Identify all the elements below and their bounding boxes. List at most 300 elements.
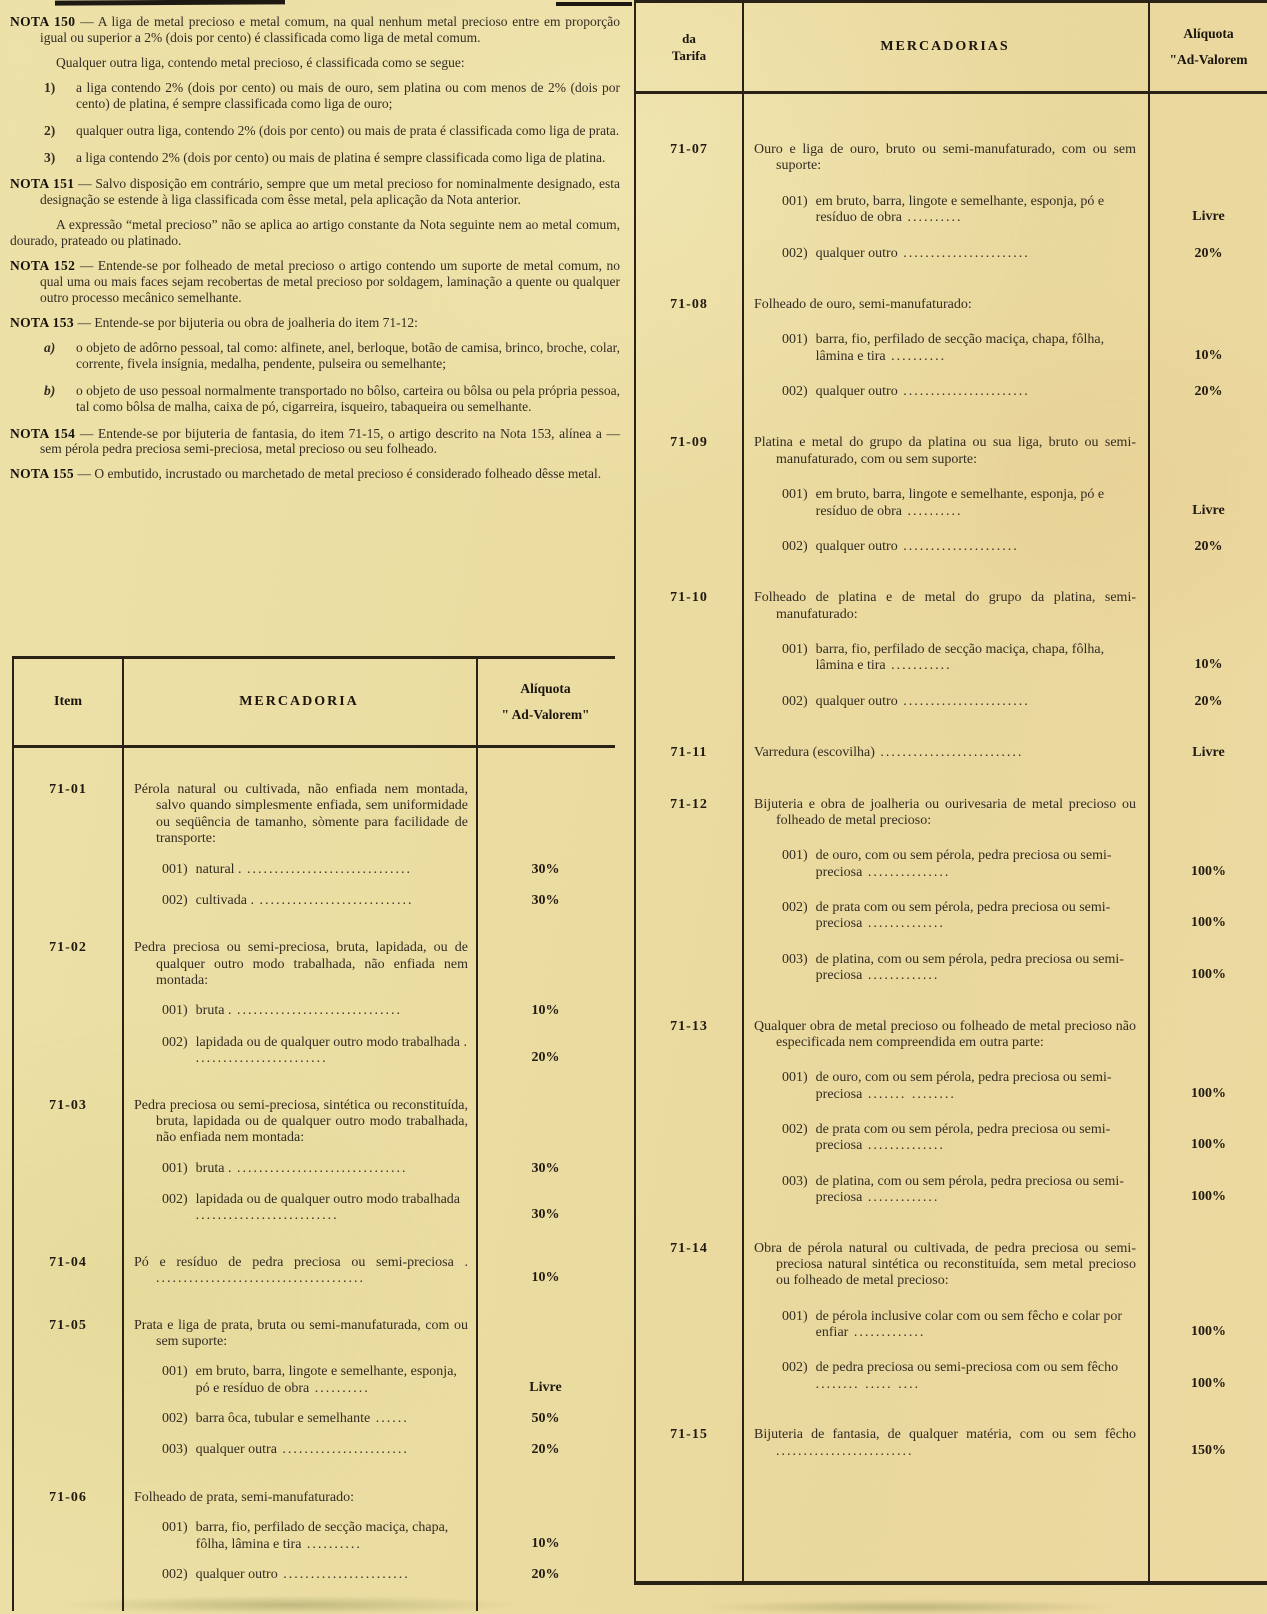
note-list-item [44,123,620,139]
item-code-cell [636,263,742,313]
description-cell [742,175,1148,227]
rate-cell [1148,227,1267,263]
sub-code: 001) [782,848,808,864]
rate-cell [476,1178,615,1225]
sub-text: cultivada . [195,892,254,908]
sub-code: 001) [782,1308,808,1324]
table-subrow [14,1553,615,1584]
list-item-text: o objeto de uso pessoal normalmente transportado no bôlso, carteira ou bôlsa ou pela própria pessoa, tal como bôlsa de malha, caixa de pó, cigarreira, isqueiro, tabaqueira ou semelhante. [76,382,620,414]
rate-cell [1148,1155,1267,1207]
rate-cell [1148,985,1267,1052]
item-code-cell [14,879,122,910]
item-code-cell [14,1225,122,1288]
dot-leader: ............................... [231,1160,408,1176]
rate-cell [476,1068,615,1147]
rate-value: Livre [1192,502,1225,518]
description-text: Pedra preciosa ou semi-preciosa, sintética ou reconstituída, bruta, lapidada ou de qualquer outro modo trabalhada, não enfiada nem montada: [134,1097,468,1146]
item-code-cell [14,1553,122,1584]
item-code: 71-10 [670,590,708,606]
description-text: Folheado de prata, semi-manufaturado: [134,1489,355,1505]
dot-leader: ............................ [253,892,414,908]
table-row [636,763,1267,830]
right-table-body [636,94,1267,1460]
rate-value: 30% [531,861,560,877]
dot-leader: ....................... [897,384,1030,399]
dot-leader: ....... ........ [862,1086,956,1102]
description-cell [122,1178,476,1225]
rate-cell [476,1506,615,1553]
sub-text: bruta . [195,1003,232,1019]
item-code-cell [636,1155,742,1207]
sub-text: de ouro, com ou sem pérola, pedra preciosa ou semi-preciosa [815,848,1112,880]
item-code-cell [636,365,742,401]
dot-leader: ....................... [897,245,1030,261]
rate-cell [476,1350,615,1397]
table-subrow [636,175,1267,227]
description-cell [742,933,1148,985]
list-marker: 1) [44,79,56,95]
rate-cell [1148,1207,1267,1290]
sub-text: de pedra preciosa ou semi-preciosa com ou sem fêcho [815,1360,1119,1376]
rate-cell [1148,1051,1267,1103]
description-cell [122,1288,476,1351]
dot-leader: ...................................... [156,1271,365,1287]
dot-leader: ............. [848,1325,926,1340]
rate-value: 20% [1194,693,1223,709]
item-code-cell [636,1393,742,1460]
description-cell [122,879,476,910]
table-row [14,1068,615,1147]
description-cell [742,365,1148,401]
left-table-header [14,656,615,748]
table-row [14,1288,615,1351]
item-code: 71-05 [49,1317,87,1333]
item-code: 71-12 [670,796,708,812]
table-subrow [636,227,1267,263]
sub-text: qualquer outro [815,245,898,261]
sub-text: lapidada ou de qualquer outro modo trabalhada . [195,1034,468,1050]
rate-cell [476,1288,615,1351]
sub-code: 003) [782,951,808,967]
rate-value: 20% [1194,384,1223,399]
table-subrow [636,623,1267,675]
dot-leader: ......................... [776,1443,914,1459]
paragraph-text: Qualquer outra liga, contendo metal precioso, é classificada como se segue: [56,54,465,70]
description-text: Platina e metal do grupo da platina ou sua liga, bruto ou semi-manufaturado, com ou sem suporte: [754,435,1136,467]
item-code-cell [14,910,122,989]
header-mercadoria [122,659,476,745]
header-item-tarifa [636,3,742,91]
dot-leader: .......................... [874,745,1024,761]
table-subrow [636,468,1267,520]
sub-code: 001) [162,1003,188,1019]
description-text: Pérola natural ou cultivada, não enfiada nem montada, salvo quando simplesmente enfiada, sem uniformidade ou seqüência de tamanho, sòmente para facilidade de transporte: [134,782,468,847]
sub-code: 003) [782,1173,808,1189]
sub-code: 002) [782,1122,808,1137]
rate-cell [476,1021,615,1068]
note-list-item [44,150,620,166]
note-block [10,258,620,306]
description-cell [742,520,1148,556]
sub-text: de platina, com ou sem pérola, pedra preciosa ou semi-preciosa [815,1173,1124,1206]
item-code-cell [636,985,742,1052]
description-cell [122,1506,476,1553]
rate-cell [1148,933,1267,985]
item-code-cell [14,1178,122,1225]
table-row [636,1393,1267,1460]
item-code-cell [14,848,122,879]
description-cell [742,468,1148,520]
list-item-text: o objeto de adôrno pessoal, tal como: alfinete, anel, berloque, botão de camisa, brinco, broche, colar, corrente, fivela insígnia, medalha, pendente, pulseira ou semelhante; [76,339,620,371]
header-aliquota [1148,3,1267,91]
dot-leader: ....................... [897,693,1030,709]
description-cell [742,1393,1148,1460]
rate-value: 20% [1194,245,1223,261]
dot-leader: ............... [862,864,951,880]
item-code-cell [636,829,742,881]
item-code-cell [636,763,742,830]
description-cell [122,1021,476,1068]
rate-value: 20% [531,1566,560,1582]
table-subrow [14,848,615,879]
item-code-cell [636,227,742,263]
description-cell [742,1290,1148,1342]
table-subrow [636,675,1267,711]
rate-cell [476,1428,615,1459]
description-cell [742,1051,1148,1103]
table-subrow [14,1021,615,1068]
description-cell [122,1147,476,1178]
dot-leader: ..................... [897,538,1019,554]
item-code-cell [14,748,122,848]
item-code-cell [636,711,742,762]
table-subrow [14,879,615,910]
item-code: 71-15 [670,1427,708,1443]
item-code-cell [636,175,742,227]
sub-text: de pérola inclusive colar com ou sem fêcho e colar por enfiar [815,1308,1122,1340]
note-text: — Entende-se por bijuteria ou obra de joalheria do item 71-12: [77,314,418,330]
rate-cell [476,748,615,848]
item-code: 71-09 [670,435,708,451]
note-block [10,426,620,458]
rate-value: 50% [531,1411,560,1426]
rate-value: 100% [1191,1324,1226,1339]
note-label: NOTA 150 [10,14,76,29]
scan-artifact [55,0,285,6]
item-code-cell [14,1021,122,1068]
description-cell [122,1225,476,1288]
sub-code: 001) [162,1520,188,1536]
item-code-cell [636,933,742,985]
description-cell [742,829,1148,881]
header-aliquota [476,659,615,745]
table-subrow [636,365,1267,401]
paragraph-text: A expressão “metal precioso” não se aplica ao artigo constante da Nota seguinte nem ao metal comum, dourado, prateado ou platinado. [10,217,620,249]
item-code-cell [14,1506,122,1553]
note-label: NOTA 152 [10,258,76,274]
table-row [636,711,1267,762]
dot-leader: .......... [901,210,963,226]
rate-cell [1148,401,1267,468]
sub-text: em bruto, barra, lingote e semelhante, esponja, pó e resíduo de obra [815,193,1105,226]
sub-code: 002) [782,693,808,709]
item-code-cell [636,1290,742,1342]
item-code-cell [636,401,742,468]
dot-leader: .......... [301,1536,362,1552]
sub-code: 001) [782,642,808,657]
table-subrow [14,1506,615,1553]
sub-code: 001) [782,487,808,503]
note-label: NOTA 151 [10,176,75,192]
note-list-item [44,80,620,112]
dot-leader: .............. [862,1138,945,1154]
description-cell [122,1428,476,1459]
description-cell [742,1155,1148,1207]
rate-value: 100% [1191,863,1226,879]
item-code-cell [14,1428,122,1459]
sub-text: de ouro, com ou sem pérola, pedra preciosa ou semi-preciosa [815,1070,1112,1102]
rate-cell [1148,711,1267,762]
item-code-cell [636,1207,742,1290]
dot-leader: ....................... [277,1566,410,1582]
note-paragraph [10,55,620,71]
table-subrow [636,313,1267,365]
rate-value: 10% [531,1003,560,1019]
note-list-item [44,340,620,372]
left-table-body [14,748,615,1584]
sub-text: barra, fio, perfilado de secção maciça, chapa, fôlha, lâmina e tira [195,1520,449,1552]
rate-cell [1148,520,1267,556]
sub-text: em bruto, barra, lingote e semelhante, esponja, pó e resíduo de obra [815,487,1105,519]
item-code-cell [636,313,742,365]
item-code: 71-14 [670,1240,708,1256]
description-text: Obra de pérola natural ou cultivada, de pedra preciosa ou semi-preciosa natural sintética ou reconstituída, sem metal precioso ou folheado de metal precioso: [754,1240,1136,1289]
description-cell [742,1207,1148,1290]
sub-code: 001) [162,1160,188,1176]
table-row [14,910,615,989]
rate-value: 150% [1191,1442,1226,1458]
item-code-cell [14,1147,122,1178]
table-row [14,748,615,848]
description-cell [742,711,1148,762]
item-code-cell [636,468,742,520]
description-text: Folheado de platina e de metal do grupo da platina, semi-manufaturado: [754,590,1136,622]
rate-value: 100% [1191,1137,1226,1153]
table-row [636,94,1267,175]
description-cell [742,763,1148,830]
table-subrow [636,1155,1267,1207]
rate-cell [1148,94,1267,175]
sub-text: qualquer outro [195,1566,278,1582]
list-item-text: a liga contendo 2% (dois por cento) ou mais de ouro, sem platina ou com menos de 2% (dois por cento) de platina, é sempre classificada como liga de ouro; [76,79,620,111]
header-item [14,659,122,745]
description-text: Folheado de ouro, semi-manufaturado: [754,296,972,312]
description-cell [122,848,476,879]
rate-cell [1148,313,1267,365]
rate-cell [476,1225,615,1288]
item-code: 71-13 [670,1018,708,1034]
dot-leader: ....................... [276,1442,409,1458]
rate-cell [476,989,615,1020]
table-subrow [636,520,1267,556]
rate-value: 100% [1191,915,1226,931]
description-cell [742,675,1148,711]
table-subrow [636,1290,1267,1342]
table-subrow [636,1051,1267,1103]
item-code-cell [636,520,742,556]
list-marker: a) [44,339,56,355]
sub-text: de platina, com ou sem pérola, pedra preciosa ou semi-preciosa [815,951,1124,984]
rate-cell [476,848,615,879]
header-item-tarifa-line2: Tarifa [671,48,707,63]
notes-section [10,14,620,491]
item-code: 71-03 [49,1097,87,1113]
list-marker: b) [44,382,56,398]
dot-leader: ........... [885,658,952,674]
rate-value: Livre [1192,745,1225,761]
description-cell [122,910,476,989]
rate-cell [1148,829,1267,881]
description-text: Bijuteria de fantasia, de qualquer matéria, com ou sem fêcho [754,1427,1136,1443]
sub-code: 001) [782,1070,808,1086]
item-code: 71-06 [49,1489,87,1505]
table-row [636,556,1267,623]
description-text: Qualquer obra de metal precioso ou folheado de metal precioso não especificada nem compreendida em outra parte: [754,1018,1136,1050]
rate-cell [1148,763,1267,830]
header-aliquota-line2: " Ad-Valorem" [501,707,590,722]
header-item-label: Item [54,693,82,709]
description-cell [122,1553,476,1584]
rate-value: 100% [1191,1189,1226,1205]
description-cell [122,1068,476,1147]
sub-text: natural . [195,861,242,877]
column-rule [476,656,478,1611]
sub-code: 002) [782,900,808,915]
note-label: NOTA 155 [10,466,75,482]
table-subrow [636,1103,1267,1155]
sub-code: 002) [782,384,808,399]
rate-value: 20% [1194,538,1223,554]
header-aliquota-line2: "Ad-Valorem [1169,52,1248,67]
sub-text: bruta . [195,1160,232,1176]
dot-leader: .......................... [195,1208,339,1224]
rate-value: 30% [531,1160,560,1176]
sub-code: 002) [162,1566,188,1582]
note-list-item [44,383,620,415]
description-text: Pó e resíduo de pedra preciosa ou semi-preciosa . [134,1254,468,1270]
item-code-cell [14,1288,122,1351]
item-code-cell [14,1068,122,1147]
left-tariff-table [12,656,615,1611]
note-text: — Entende-se por folheado de metal precioso o artigo contendo um suporte de metal comum, no qual uma ou mais faces sejam recobertas de metal precioso por soldagem, laminação a quente ou qualquer outro processo mecânico semelhante. [40,258,620,305]
note-label: NOTA 153 [10,314,75,330]
table-subrow [14,989,615,1020]
item-code-cell [14,1397,122,1428]
table-row [636,263,1267,313]
sub-code: 002) [162,1034,188,1050]
item-code-cell [636,1051,742,1103]
rate-cell [1148,1290,1267,1342]
list-item-text: qualquer outra liga, contendo 2% (dois por cento) ou mais de prata é classificada como liga de prata. [76,122,620,138]
note-text: — A liga de metal precioso e metal comum, na qual nenhum metal precioso entre em proporção igual ou superior a 2% (dois por cento) é classificada como liga de metal comum. [40,14,620,45]
rate-cell [476,1553,615,1584]
header-mercadorias [742,3,1148,91]
header-aliquota-line1: Alíquota [520,681,571,697]
rate-value: 10% [1194,347,1223,363]
item-code: 71-08 [670,296,708,312]
header-aliquota-line1: Alíquota [1183,26,1234,42]
rate-cell [1148,263,1267,313]
rate-cell [1148,623,1267,675]
rate-value: 20% [531,1050,560,1066]
sub-code: 002) [162,1192,188,1207]
rate-cell [1148,1393,1267,1460]
item-code: 71-01 [49,782,87,797]
table-subrow [636,933,1267,985]
header-item-tarifa-line1: da [682,30,696,46]
rate-cell [476,910,615,989]
sub-code: 003) [162,1442,188,1458]
dot-leader: ............. [862,968,940,984]
column-rule [742,3,744,1581]
dot-leader: .............................. [241,861,413,877]
table-row [636,985,1267,1052]
rate-cell [1148,1341,1267,1393]
description-cell [742,94,1148,175]
note-label: NOTA 154 [10,425,76,441]
right-table-header [636,3,1267,94]
table-row [14,1225,615,1288]
table-subrow [14,1397,615,1428]
item-code-cell [14,1350,122,1397]
dot-leader: .......... [901,503,963,519]
list-marker: 3) [44,149,56,165]
sub-text: barra, fio, perfilado de secção maciça, chapa, fôlha, lâmina e tira [815,642,1105,674]
item-code-cell [14,989,122,1020]
sub-code: 001) [782,193,808,209]
description-cell [742,401,1148,468]
rate-value: 100% [1191,967,1226,983]
list-item-text: a liga contendo 2% (dois por cento) ou mais de platina é sempre classificada como liga de platina. [76,149,606,165]
rate-cell [1148,881,1267,933]
rate-value: Livre [529,1379,562,1395]
item-code-cell [636,881,742,933]
dot-leader: .......... [885,348,947,364]
description-cell [742,1103,1148,1155]
rate-cell [1148,365,1267,401]
description-cell [122,989,476,1020]
column-rule [122,656,124,1611]
sub-code: 002) [162,1411,188,1426]
description-text: Bijuteria e obra de joalheria ou ourivesaria de metal precioso ou folheado de metal precioso: [754,796,1136,828]
item-code-cell [636,623,742,675]
dot-leader: ........ ..... .... [815,1376,921,1392]
table-row [14,1460,615,1506]
dot-leader: ............. [862,1190,940,1206]
rate-value: Livre [1192,209,1225,225]
dot-leader: ...... [370,1411,409,1426]
rate-cell [476,1397,615,1428]
table-subrow [636,1341,1267,1393]
description-text: Ouro e liga de ouro, bruto ou semi-manufaturado, com ou sem suporte: [754,142,1136,174]
description-cell [742,623,1148,675]
right-tariff-table [634,0,1267,1585]
item-code-cell [636,1341,742,1393]
item-code-cell [14,1460,122,1506]
table-subrow [636,829,1267,881]
sub-text: qualquer outro [815,538,898,554]
description-cell [742,227,1148,263]
